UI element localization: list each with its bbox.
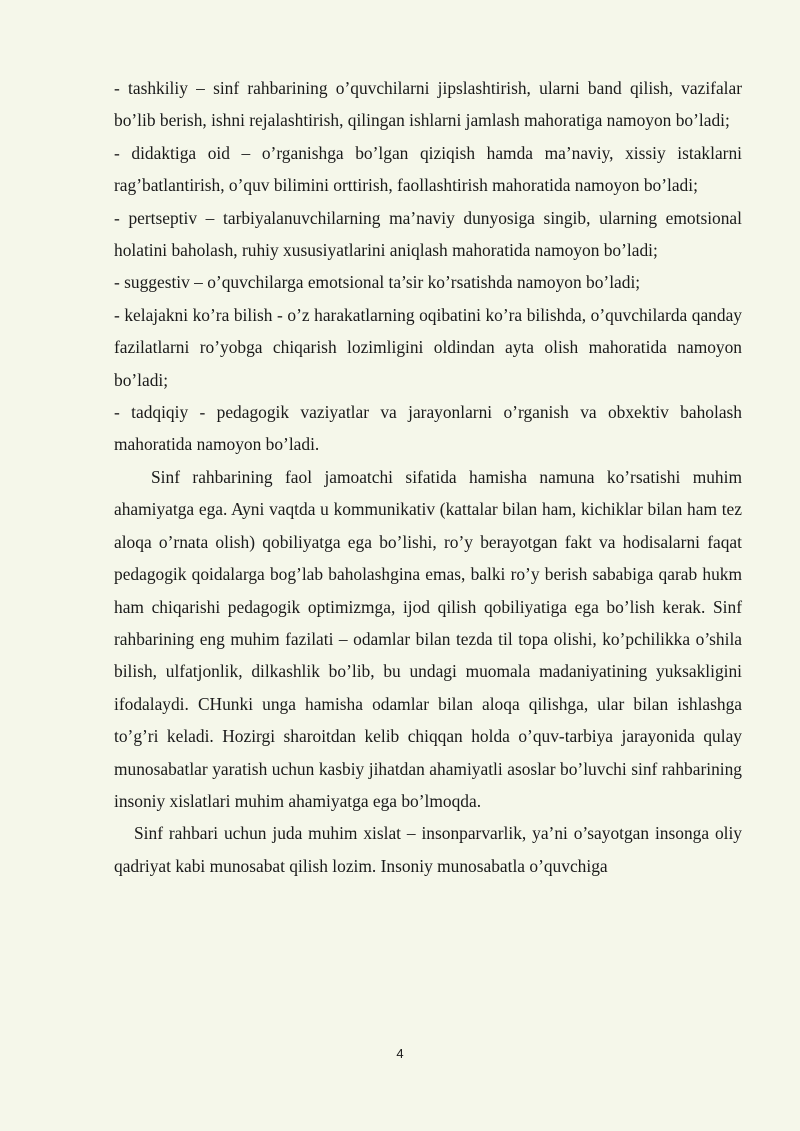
body-paragraph: Sinf rahbari uchun juda muhim xislat – insonparvarlik, ya’ni o’sayotgan insonga oliy qadriyat kabi munosabat qilish lozim. Insoniy munosabatla o’quvchiga [114,823,742,876]
list-item-tashkiliy: - tashkiliy – sinf rahbarining o’quvchilarni jipslashtirish, ularni band qilish, vazifalar bo’lib berish, ishni rejalashtirish, qilingan ishlarni jamlash mahoratiga namoyon bo’ladi; [114,78,742,131]
page-number: 4 [396,1046,404,1061]
list-item-suggestiv: - suggestiv – o’quvchilarga emotsional ta’sir ko’rsatishda namoyon bo’ladi; [114,272,641,293]
body-paragraph: Sinf rahbarining faol jamoatchi sifatida hamisha namuna ko’rsatishi muhim ahamiyatga ega. Ayni vaqtda u kommunikativ (kattalar bilan ham, kichiklar bilan ham tez aloqa o’rnata olish) qobiliyatga ega bo’lishi, ro’y berayotgan fakt va hodisalarni faqat pedagogik qoidalarga bog’lab baholashgina emas, balki ro’y berish sababiga qarab hukm ham chiqarishi pedagogik optimizmga, ijod qilish qobiliyatiga ega bo’lish kerak. Sinf rahbarining eng muhim fazilati – odamlar bilan tezda til topa olishi, ko’pchilikka o’shila bilish, ulfatjonlik, dilkashlik bo’lib, bu undagi muomala madaniyatining yuksakligini ifodalaydi. CHunki unga hamisha odamlar bilan aloqa qilishga, ular bilan ishlashga to’g’ri keladi. Hozirgi sharoitdan kelib chiqqan holda o’quv-tarbiya jarayonida qulay munosabatlar yaratish uchun kasbiy jihatdan ahamiyatli asoslar bo’luvchi sinf rahbarining insoniy xislatlari muhim ahamiyatga ega bo’lmoqda. [114,466,742,811]
list-item-kelajakni: - kelajakni ko’ra bilish - o’z harakatlarning oqibatini ko’ra bilishda, o’quvchilarda qanday fazilatlarni ro’yobga chiqarish lozimligini oldindan ayta olish mahoratida namoyon bo’ladi; [114,304,742,390]
document-page [114,72,742,882]
list-item-didaktiga: - didaktiga oid – o’rganishga bo’lgan qiziqish hamda ma’naviy, xissiy istaklarni rag’batlantirish, o’quv bilimini orttirish, faollashtirish mahoratida namoyon bo’ladi; [114,142,742,196]
list-item-tadqiqiy: - tadqiqiy - pedagogik vaziyatlar va jarayonlarni o’rganish va obxektiv baholash mahoratida namoyon bo’ladi. [114,402,742,455]
list-item-pertseptiv: - pertseptiv – tarbiyalanuvchilarning ma’naviy dunyosiga singib, ularning emotsional holatini baholash, ruhiy xususiyatlarini aniqlash mahoratida namoyon bo’ladi; [114,207,742,261]
